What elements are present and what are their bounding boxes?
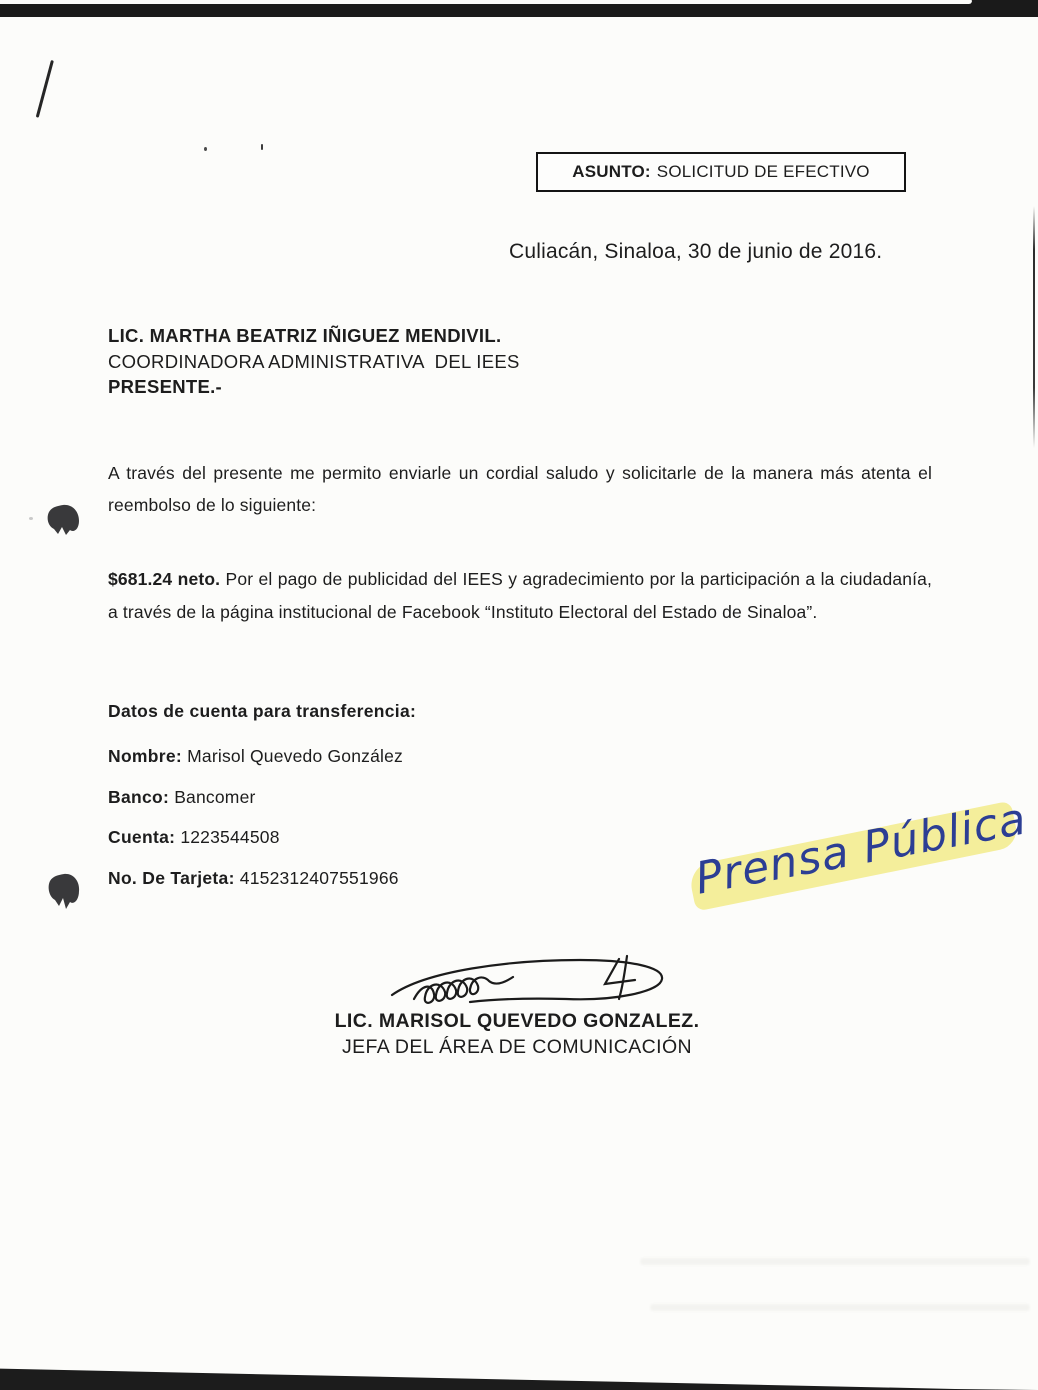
field-value: 1223544508 — [180, 827, 280, 847]
amount-value: $681.24 neto. — [108, 569, 221, 589]
signature-block — [283, 1010, 751, 1059]
handwritten-text: Prensa Pública — [691, 793, 1031, 905]
ink-dot — [204, 147, 207, 151]
recipient-block — [108, 323, 520, 400]
account-field-nombre — [108, 746, 403, 767]
subject-box — [536, 152, 906, 192]
dateline: Culiacán, Sinaloa, 30 de junio de 2016. — [509, 240, 883, 263]
subject-label: ASUNTO: — [572, 162, 651, 181]
recipient-title: COORDINADORA ADMINISTRATIVA DEL IEES — [108, 350, 520, 372]
ink-blob-icon — [43, 502, 83, 546]
signatory-name: LIC. MARISOL QUEVEDO GONZALEZ. — [334, 1010, 700, 1032]
field-label: No. De Tarjeta: — [108, 868, 235, 888]
ink-speck — [29, 517, 33, 520]
ink-blob-icon — [45, 871, 83, 917]
account-field-cuenta — [108, 827, 280, 848]
field-value: Bancomer — [174, 787, 256, 807]
recipient-salutation: PRESENTE.- — [108, 376, 223, 397]
account-heading: Datos de cuenta para transferencia: — [108, 701, 417, 721]
scan-edge-bottom-wedge — [0, 1364, 1038, 1390]
intro-paragraph: A través del presente me permito enviarle un cordial saludo y solicitarle de la manera más atenta el reembolso de lo siguiente: — [108, 463, 932, 515]
amount-description: Por el pago de publicidad del IEES y agradecimiento por la participación a la ciudadanía, a través de la página institucional de Facebook “Instituto Electoral del Estado de Sinaloa”. — [108, 569, 932, 622]
account-field-banco — [108, 787, 256, 808]
field-value: Marisol Quevedo González — [187, 746, 404, 766]
recipient-name: LIC. MARTHA BEATRIZ IÑIGUEZ MENDIVIL. — [108, 325, 502, 346]
scan-page-corner-sliver — [0, 0, 972, 4]
handwritten-annotation — [689, 779, 1038, 939]
ink-dot — [261, 144, 263, 150]
account-field-tarjeta — [108, 868, 399, 889]
scan-smudge — [640, 1258, 1030, 1265]
field-value: 4152312407551966 — [239, 868, 399, 888]
field-label: Cuenta: — [108, 827, 176, 847]
signatory-title: JEFA DEL ÁREA DE COMUNICACIÓN — [341, 1036, 693, 1058]
amount-paragraph — [108, 563, 932, 628]
field-label: Banco: — [108, 787, 170, 807]
signature-scribble-icon — [378, 953, 678, 1015]
scan-smudge — [650, 1304, 1030, 1311]
scan-edge-right-line — [1033, 206, 1035, 448]
field-label: Nombre: — [108, 746, 183, 766]
pen-slash-mark — [36, 60, 54, 118]
subject-value: SOLICITUD DE EFECTIVO — [656, 162, 870, 181]
